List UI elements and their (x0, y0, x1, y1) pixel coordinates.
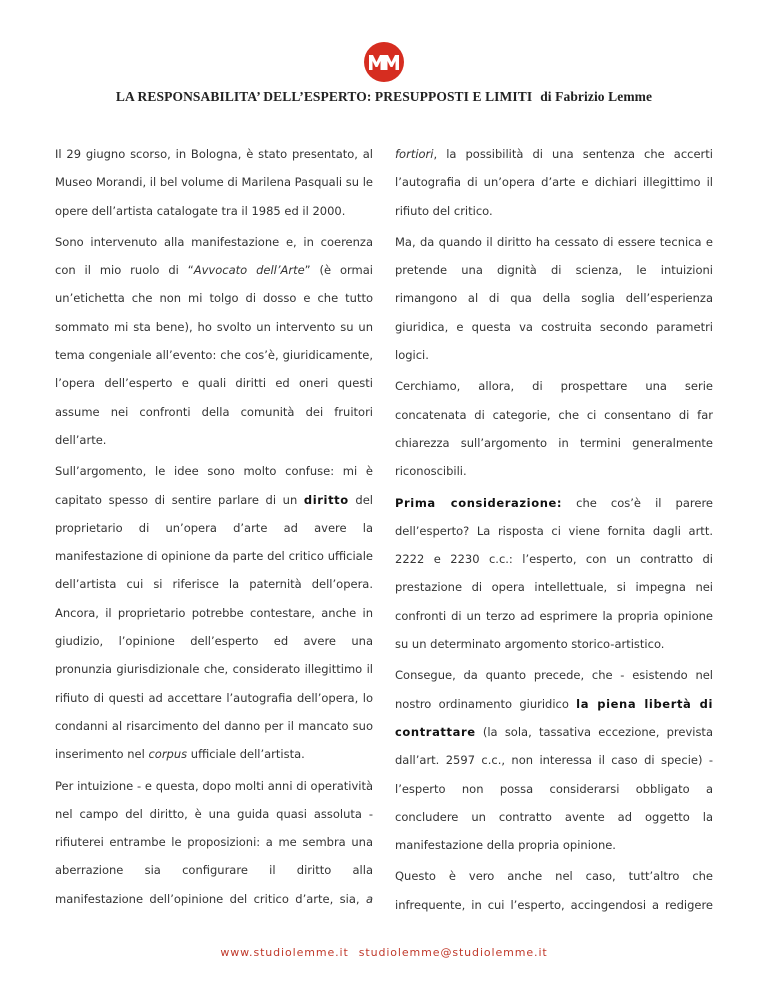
paragraph: Prima considerazione: che cos’è il parere dell’esperto? La risposta ci viene fornita dagli artt. 2222 e 2230 c.c.: l’esperto, con un contratto di prestazione di opera intellettuale, si impegna nei confronti di un terzo ad esprimere la propria opinione su un determinato argomento storico-artistico. (395, 495, 713, 652)
paragraph: Sull’argomento, le idee sono molto confuse: mi è capitato spesso di sentire parlare di un diritto del proprietario di un’opera d’arte ad avere la manifestazione di opinione da parte del critico ufficiale dell’artista cui si riferisce la paternità dell’opera. Ancora, il proprietario potrebbe contestare, anche in giudizio, l’opinione dell’esperto ed avere una pronunzia giurisdizionale che, considerato illegittimo il rifiuto di questi ad accettare l’autografia dell’opera, lo condanni al risarcimento del danno per il mancato suo inserimento nel corpus ufficiale dell’artista. (55, 464, 373, 762)
page-footer (0, 946, 768, 959)
paragraph: Per intuizione - e questa, dopo molti anni di operatività nel campo del diritto, è una guida quasi assoluta - rifiuterei entrambe le proposizioni: a me sembra una aberrazione sia configurare il diritto alla manifestazione dell’opinione del critico d’arte, sia, a (55, 778, 373, 906)
paragraph: Sono intervenuto alla manifestazione e, in coerenza con il mio ruolo di “Avvocato dell’Arte” (è ormai un’etichetta che non mi tolgo di dosso e che tutto sommato mi sta bene), ho svolto un intervento su un tema congeniale all’evento: che cos’è, giuridicamente, l’opera dell’esperto e quali diritti ed oneri questi assume nei confronti della comunità dei fruitori dell’arte. (55, 234, 374, 447)
paragraph: Cerchiamo, allora, di prospettare una serie concatenata di categorie, che ci consentano di far chiarezza sull’argomento in termini generalmente riconoscibili. (395, 379, 713, 479)
article-title (0, 89, 768, 105)
paragraph: Il 29 giugno scorso, in Bologna, è stato presentato, al Museo Morandi, il bel volume di Marilena Pasquali su le opere dell’artista catalogate tra il 1985 ed il 2000. (55, 147, 373, 218)
email-link[interactable]: studiolemme@studiolemme.it (358, 946, 548, 959)
author-byline: di Fabrizio Lemme (540, 89, 653, 104)
website-link[interactable]: www.studiolemme.it (220, 946, 349, 959)
paragraph: Consegue, da quanto precede, che - esistendo nel nostro ordinamento giuridico la piena libertà di contrattare (la sola, tassativa eccezione, prevista dall’art. 2597 c.c., non interessa il caso di specie) - l’esperto non possa considerarsi obbligato a concludere un contratto avente ad oggetto la manifestazione della propria opinione. (395, 668, 713, 853)
left-column (55, 140, 373, 916)
studio-lemme-logo (362, 40, 406, 84)
right-column (395, 140, 713, 922)
paragraph: Questo è vero anche nel caso, tutt’altro che infrequente, in cui l’esperto, accingendosi a redigere (395, 869, 713, 912)
paragraph: fortiori, la possibilità di una sentenza che accerti l’autografia di un’opera d’arte e dichiari illegittimo il rifiuto del critico. (395, 147, 713, 218)
paragraph: Ma, da quando il diritto ha cessato di essere tecnica e pretende una dignità di scienza, le intuizioni rimangono al di qua della soglia dell’esperienza giuridica, e questa va costruita secondo parametri logici. (395, 234, 713, 363)
title-text: LA RESPONSABILITA’ DELL’ESPERTO: PRESUPPOSTI E LIMITI (115, 89, 533, 104)
